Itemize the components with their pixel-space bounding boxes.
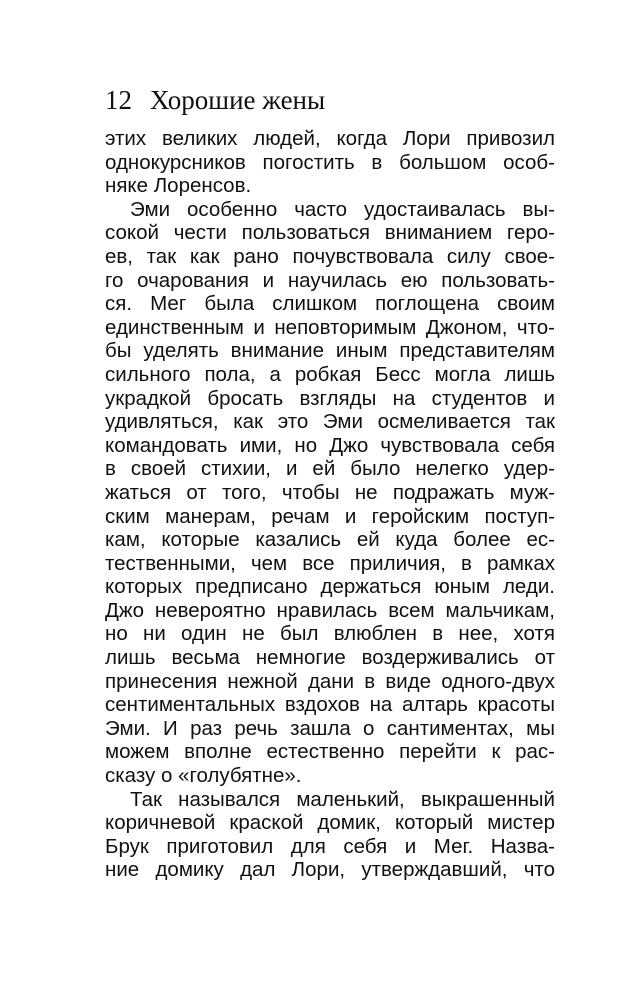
text-line: тественными, чем все приличия, в рамках (105, 551, 555, 575)
text-line: Эми особенно часто удостаивалась вы- (130, 197, 555, 221)
text-line: в своей стихии, и ей было нелегко удер- (105, 457, 555, 481)
text-line: командовать ими, но Джо чувствовала себя (105, 433, 555, 457)
text-line: ев, так как рано почувствовала силу свое- (105, 244, 555, 268)
text-line: единственным и неповторимым Джоном, что- (105, 315, 555, 339)
text-line: коричневой краской домик, который мистер (105, 811, 555, 835)
text-line: украдкой бросать взгляды на студентов и (105, 386, 555, 410)
text-line: Джо невероятно нравилась всем мальчикам, (105, 598, 555, 622)
text-line: жаться от того, чтобы не подражать муж- (105, 480, 555, 504)
book-title: Хорошие жены (150, 85, 326, 115)
text-line: но ни один не был влюблен в нее, хотя (105, 622, 555, 646)
text-line: бы уделять внимание иным представителям (105, 339, 555, 363)
text-line: однокурсников погостить в большом особ- (105, 150, 555, 174)
running-head (105, 84, 325, 116)
text-line: сентиментальных вздохов на алтарь красоты (105, 693, 555, 717)
text-line: Так назывался маленький, выкрашенный (130, 787, 555, 811)
page-number: 12 (105, 85, 132, 115)
text-line: Брук приготовил для себя и Мег. Назва- (105, 834, 555, 858)
text-line: принесения нежной дани в виде одного-двух (105, 669, 555, 693)
text-line: кам, которые казались ей куда более ес- (105, 528, 555, 552)
body-text (105, 127, 555, 882)
text-line: сказу о «голубятне». (105, 764, 302, 788)
text-line: го очарования и научилась ею пользовать- (105, 268, 555, 292)
text-line: ся. Мег была слишком поглощена своим (105, 292, 555, 316)
text-line: которых предписано держаться юным леди. (105, 575, 555, 599)
text-line: Эми. И раз речь зашла о сантиментах, мы (105, 716, 555, 740)
text-line: этих великих людей, когда Лори привозил (105, 127, 555, 150)
text-line: ние домику дал Лори, утверждавший, что (105, 858, 555, 882)
text-line: няке Лоренсов. (105, 174, 252, 198)
text-line: можем вполне естественно перейти к рас- (105, 740, 555, 764)
text-line: лишь весьма немногие воздерживались от (105, 646, 555, 670)
text-line: сильного пола, а робкая Бесс могла лишь (105, 362, 555, 386)
text-line: ским манерам, речам и геройским поступ- (105, 504, 555, 528)
text-line: сокой чести пользоваться вниманием геро- (105, 221, 555, 245)
text-line: удивляться, как это Эми осмеливается так (105, 410, 555, 434)
